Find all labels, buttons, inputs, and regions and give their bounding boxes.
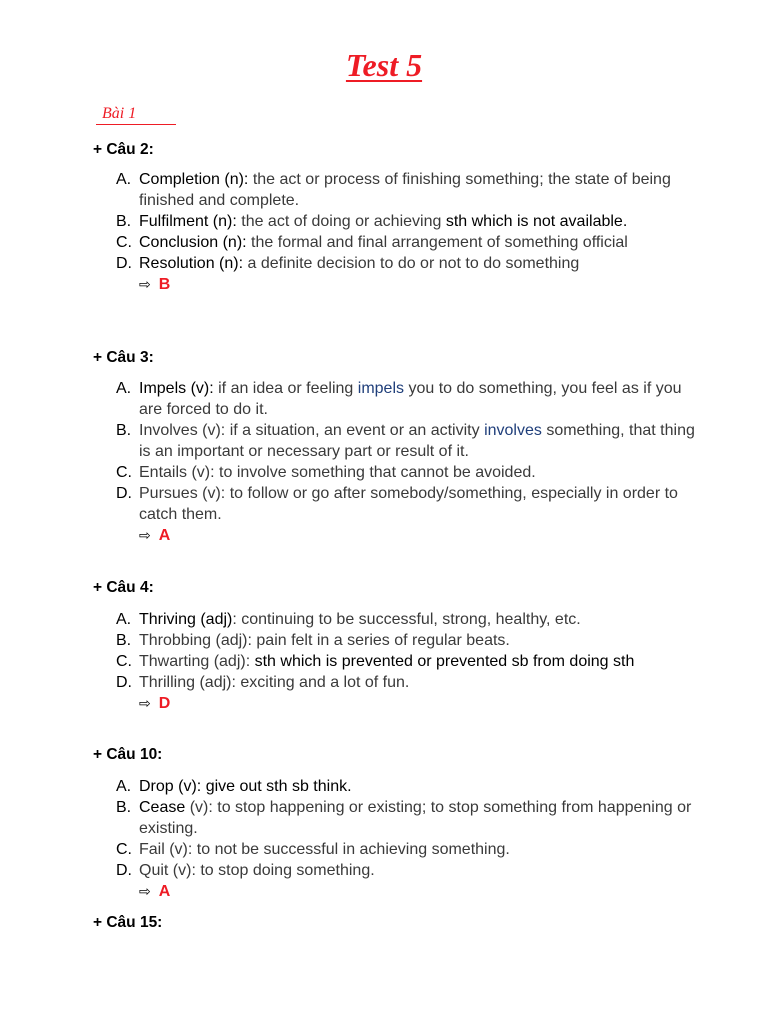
option-b (116, 211, 696, 232)
option-c (116, 462, 696, 483)
option-text: (v): to follow or go after somebody/something, especially in order to catch them. (139, 485, 678, 523)
answer-line (116, 693, 696, 714)
question-heading: + Câu 10: (93, 746, 163, 763)
option-term: Thriving (adj) (139, 611, 233, 628)
option-text: (v): to stop doing something. (168, 862, 375, 879)
arrow-icon: ⇨ (139, 276, 151, 292)
option-text: (v): to involve something that cannot be avoided. (187, 464, 536, 481)
option-text: (adj): exciting and a lot of fun. (195, 674, 410, 691)
option-a (116, 378, 696, 420)
option-a (116, 776, 696, 797)
option-term: Quit (139, 862, 169, 879)
question-heading: + Câu 2: (93, 141, 154, 158)
answer-letter: A (158, 883, 171, 900)
answer-letter: B (158, 276, 171, 293)
question-heading: + Câu 15: (93, 914, 163, 931)
arrow-icon: ⇨ (139, 695, 151, 711)
highlight-word: involves (484, 422, 542, 439)
option-text: (v): if a situation, an event or an activity (197, 422, 485, 439)
option-list (116, 378, 696, 546)
section-subtitle: Bài 1 (96, 104, 176, 125)
option-b (116, 420, 696, 462)
option-a (116, 169, 696, 211)
option-text: something, that thing is an important or necessary part or result of it. (139, 422, 695, 460)
option-letter: A. (116, 778, 132, 795)
option-text: sth which is not available. (445, 213, 628, 230)
option-term: Cease (139, 799, 186, 816)
question-heading: + Câu 4: (93, 579, 154, 596)
option-c (116, 839, 696, 860)
option-term: Drop (v): (139, 778, 202, 795)
option-letter: A. (116, 611, 132, 628)
option-d (116, 672, 696, 693)
answer-letter: D (158, 695, 171, 712)
option-text: (v): to not be successful in achieving something. (164, 841, 510, 858)
option-term: Conclusion (n): (139, 234, 247, 251)
option-letter: B. (116, 799, 132, 816)
option-term: Fulfilment (n): (139, 213, 237, 230)
option-letter: B. (116, 632, 132, 649)
answer-line (116, 274, 696, 295)
option-letter: C. (116, 464, 132, 481)
option-list (116, 169, 696, 295)
option-term: Resolution (n): (139, 255, 244, 272)
answer-line (116, 525, 696, 546)
option-letter: D. (116, 862, 132, 879)
option-b (116, 797, 696, 839)
option-term: Throbbing (139, 632, 212, 649)
answer-line (116, 881, 696, 902)
option-text: a definite decision to do or not to do something (243, 255, 580, 272)
option-term: Thrilling (139, 674, 196, 691)
option-letter: A. (116, 380, 132, 397)
option-term: Impels (v): (139, 380, 214, 397)
option-text: the formal and final arrangement of something official (246, 234, 628, 251)
option-letter: C. (116, 841, 132, 858)
option-text: the act of doing or achieving (236, 213, 446, 230)
option-text: you to do something, you feel as if you are forced to do it. (139, 380, 682, 418)
document-title: Test 5 (345, 47, 423, 83)
option-letter: C. (116, 653, 132, 670)
option-letter: D. (116, 255, 132, 272)
option-a (116, 609, 696, 630)
arrow-icon: ⇨ (139, 883, 151, 899)
option-letter: B. (116, 213, 132, 230)
option-letter: D. (116, 674, 132, 691)
arrow-icon: ⇨ (139, 527, 151, 543)
highlight-word: impels (357, 380, 404, 397)
option-text: give out sth sb think. (205, 778, 352, 795)
question-heading: + Câu 3: (93, 349, 154, 366)
option-text: (v): to stop happening or existing; to stop something from happening or existing. (139, 799, 692, 837)
option-text: (adj): (209, 653, 255, 670)
option-d (116, 860, 696, 881)
option-letter: A. (116, 171, 132, 188)
option-c (116, 232, 696, 253)
option-term: Fail (139, 841, 165, 858)
option-text: : continuing to be successful, strong, healthy, etc. (232, 611, 581, 628)
option-text: the act or process of finishing something; the state of being finished and complete. (139, 171, 671, 209)
option-letter: C. (116, 234, 132, 251)
option-letter: D. (116, 485, 132, 502)
option-term: Completion (n): (139, 171, 249, 188)
option-term: Pursues (139, 485, 198, 502)
option-term: Entails (139, 464, 188, 481)
answer-letter: A (158, 527, 171, 544)
option-text: (adj): pain felt in a series of regular beats. (211, 632, 510, 649)
option-letter: B. (116, 422, 132, 439)
option-list (116, 776, 696, 902)
option-term: Involves (139, 422, 198, 439)
option-list (116, 609, 696, 714)
option-text: sth which is prevented or prevented sb from doing sth (254, 653, 635, 670)
option-b (116, 630, 696, 651)
option-d (116, 253, 696, 274)
option-c (116, 651, 696, 672)
option-text: if an idea or feeling (213, 380, 358, 397)
option-term: Thwarting (139, 653, 210, 670)
option-d (116, 483, 696, 525)
